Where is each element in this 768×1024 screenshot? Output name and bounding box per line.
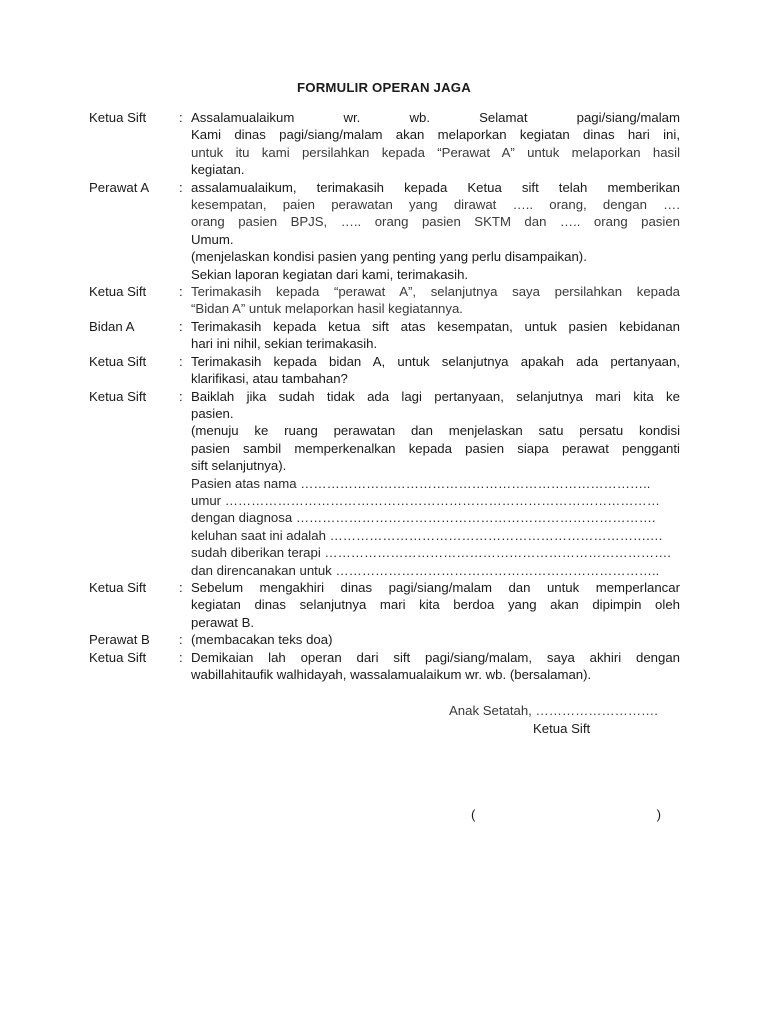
speaker-label: Bidan A bbox=[89, 318, 135, 334]
speech-line: Sebelum mengakhiri dinas pagi/siang/malam dan untuk memperlancar bbox=[191, 579, 680, 595]
speech-text bbox=[191, 283, 680, 318]
speech-line: Terimakasih kepada bidan A, untuk selanjutnya apakah ada pertanyaan, bbox=[191, 353, 680, 369]
dialog-entry bbox=[89, 179, 680, 283]
speech-line: Terimakasih kepada “perawat A”, selanjutnya saya persilahkan kepada bbox=[191, 284, 680, 300]
speech-line: hari ini nihil, sekian terimakasih. bbox=[191, 336, 378, 352]
dialog-entry bbox=[89, 388, 680, 579]
speech-line: (menuju ke ruang perawatan dan menjelaskan satu persatu kondisi bbox=[191, 423, 680, 439]
speech-line: sift selanjutnya). bbox=[191, 458, 287, 474]
speech-line: klarifikasi, atau tambahan? bbox=[191, 371, 348, 387]
patient-fill-in-field: keluhan saat ini adalah ……………………………………………………………….… bbox=[191, 527, 663, 543]
speech-line: orang pasien BPJS, ….. orang pasien SKTM dan ….. orang pasien bbox=[191, 214, 680, 230]
document-title: FORMULIR OPERAN JAGA bbox=[297, 80, 471, 95]
speaker-colon: : bbox=[179, 579, 183, 595]
speaker-colon: : bbox=[179, 284, 183, 300]
speech-line: untuk itu kami persilahkan kepada “Perawat A” untuk melaporkan hasil bbox=[191, 144, 680, 160]
speech-line: kegiatan. bbox=[191, 162, 245, 178]
speaker-label: Ketua Sift bbox=[89, 284, 147, 300]
paren-open: ( bbox=[471, 807, 476, 822]
dialog-entry bbox=[89, 318, 680, 353]
speech-line: wabillahitaufik walhidayah, wassalamualaikum wr. wb. (bersalaman). bbox=[191, 667, 592, 682]
dialog-entry bbox=[89, 631, 680, 648]
dialog-entry bbox=[89, 353, 680, 388]
speaker-label: Ketua Sift bbox=[89, 110, 147, 125]
speech-line: kesempatan, paien perawatan yang dirawat ….. orang, dengan …. bbox=[191, 197, 680, 213]
dialog-list bbox=[89, 109, 680, 683]
patient-fill-in-field: sudah diberikan terapi ……………………………………………………………………. bbox=[191, 545, 671, 561]
paren-close: ) bbox=[656, 807, 661, 822]
patient-fill-in-field: umur ……………………………………………………………………………………… bbox=[191, 492, 660, 508]
signature-place-date: Anak Setatah, ………………………. bbox=[449, 703, 658, 718]
speech-text bbox=[191, 109, 680, 179]
speaker-colon: : bbox=[179, 179, 183, 195]
speech-line: assalamualaikum, terimakasih kepada Ketua sift telah memberikan bbox=[191, 179, 680, 195]
patient-fill-in-field: dan direncanakan untuk ……………………………………………………………….. bbox=[191, 562, 660, 578]
speech-line: Baiklah jika sudah tidak ada lagi pertanyaan, selanjutnya mari kita ke bbox=[191, 388, 680, 404]
speaker-label: Ketua Sift bbox=[89, 353, 147, 369]
speech-line: pasien. bbox=[191, 405, 234, 421]
speaker-label: Perawat A bbox=[89, 179, 150, 195]
speaker-label: Ketua Sift bbox=[89, 579, 147, 595]
speaker-colon: : bbox=[179, 353, 183, 369]
dialog-entry bbox=[89, 283, 680, 318]
speech-line: Sekian laporan kegiatan dari kami, terimakasih. bbox=[191, 266, 469, 282]
speech-line: (menjelaskan kondisi pasien yang penting yang perlu disampaikan). bbox=[191, 249, 587, 265]
speaker-label: Perawat B bbox=[89, 632, 150, 648]
speaker-label: Ketua Sift bbox=[89, 388, 147, 404]
speech-text bbox=[191, 631, 680, 648]
speech-line: pasien sambil memperkenalkan kepada pasien siapa perawat pengganti bbox=[191, 440, 680, 456]
speech-line: Kami dinas pagi/siang/malam akan melaporkan kegiatan dinas hari ini, bbox=[191, 127, 680, 143]
speech-text bbox=[191, 353, 680, 388]
speaker-label: Ketua Sift bbox=[89, 649, 147, 665]
speech-line: (membacakan teks doa) bbox=[191, 632, 333, 648]
patient-fill-in-field: dengan diagnosa ………………………………………………………………………. bbox=[191, 510, 656, 526]
speech-line: Umum. bbox=[191, 231, 234, 247]
speaker-colon: : bbox=[179, 318, 183, 334]
speech-text bbox=[191, 579, 680, 631]
speech-line: Assalamualaikum wr. wb. Selamat pagi/siang/malam bbox=[191, 110, 680, 125]
speech-line: Terimakasih kepada ketua sift atas kesempatan, untuk pasien kebidanan bbox=[191, 318, 680, 334]
speech-line: “Bidan A” untuk melaporkan hasil kegiatannya. bbox=[191, 301, 463, 317]
speech-text bbox=[191, 318, 680, 353]
dialog-entry bbox=[89, 579, 680, 631]
speech-text bbox=[191, 179, 680, 283]
signature-role: Ketua Sift bbox=[533, 721, 591, 737]
speaker-colon: : bbox=[179, 388, 183, 404]
speaker-colon: : bbox=[179, 110, 183, 125]
speech-line: Demikaian lah operan dari sift pagi/siang/malam, saya akhiri dengan bbox=[191, 649, 680, 665]
patient-fill-in-field: Pasien atas nama …………………………………………………………………….. bbox=[191, 475, 651, 491]
signature-block bbox=[449, 702, 680, 738]
dialog-entry bbox=[89, 649, 680, 684]
speech-line: perawat B. bbox=[191, 614, 255, 630]
speaker-colon: : bbox=[179, 649, 183, 665]
speech-line: kegiatan dinas selanjutnya mari kita berdoa yang akan dipimpin oleh bbox=[191, 597, 680, 613]
speech-text bbox=[191, 388, 680, 579]
dialog-entry bbox=[89, 109, 680, 179]
speaker-colon: : bbox=[179, 632, 183, 648]
signature-name-parentheses bbox=[471, 806, 661, 823]
speech-text bbox=[191, 649, 680, 684]
